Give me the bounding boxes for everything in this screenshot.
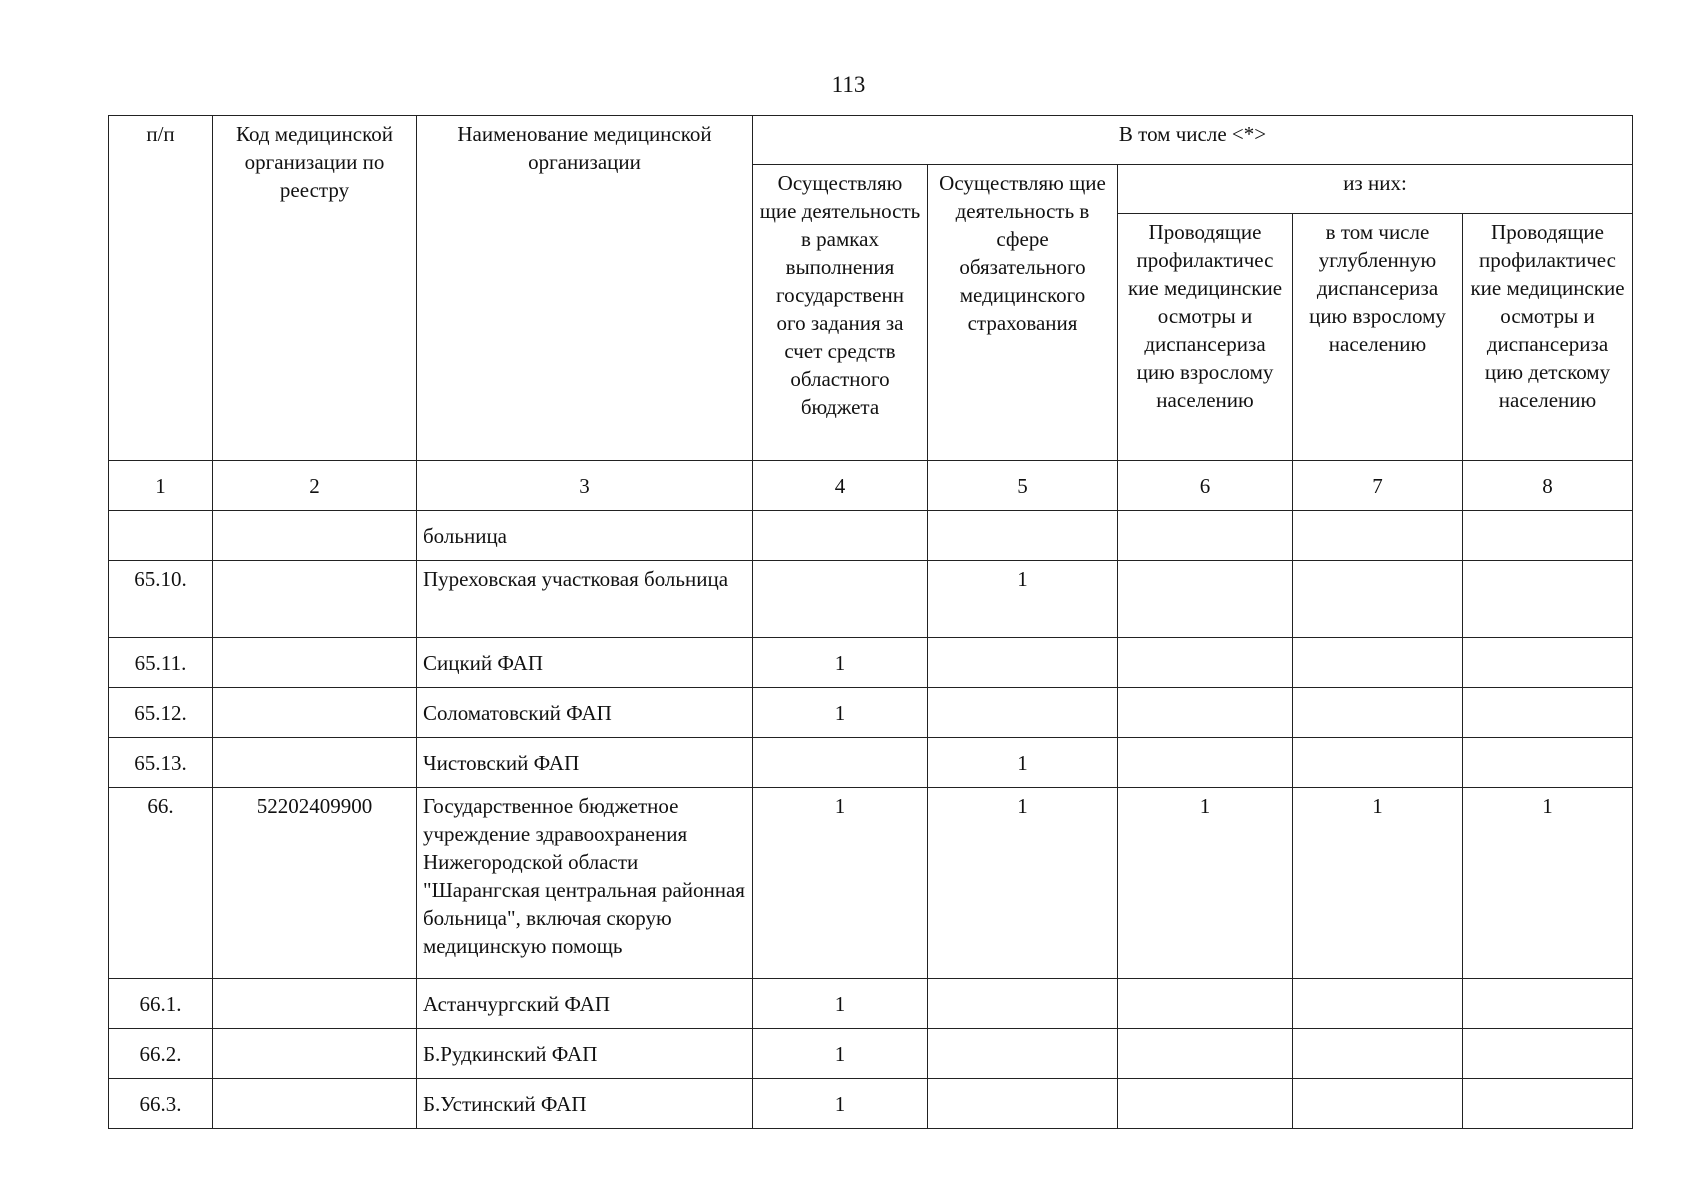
row-name: Б.Рудкинский ФАП (417, 1029, 753, 1079)
table-row (109, 738, 1633, 788)
header-col-4: Осуществляю щие деятельность в рамках выполнения государственн ого задания за счет средств областного бюджета (753, 165, 928, 461)
row-name: Астанчургский ФАП (417, 979, 753, 1029)
row-code (213, 738, 417, 788)
row-c8 (1463, 738, 1633, 788)
row-c5: 1 (928, 561, 1118, 638)
table-row (109, 511, 1633, 561)
row-c8 (1463, 511, 1633, 561)
row-name: Б.Устинский ФАП (417, 1079, 753, 1129)
row-c7 (1293, 511, 1463, 561)
row-c6 (1118, 738, 1293, 788)
row-c4 (753, 511, 928, 561)
row-c8 (1463, 1079, 1633, 1129)
row-c7 (1293, 688, 1463, 738)
row-code (213, 1079, 417, 1129)
row-c4: 1 (753, 638, 928, 688)
row-c6 (1118, 979, 1293, 1029)
row-c6 (1118, 638, 1293, 688)
row-c6 (1118, 688, 1293, 738)
row-c4: 1 (753, 788, 928, 979)
row-number: 66.2. (109, 1029, 213, 1079)
column-number: 7 (1293, 461, 1463, 511)
row-c7 (1293, 638, 1463, 688)
row-c7 (1293, 1079, 1463, 1129)
column-number: 6 (1118, 461, 1293, 511)
row-c5 (928, 638, 1118, 688)
column-number: 1 (109, 461, 213, 511)
row-code (213, 1029, 417, 1079)
table-row (109, 788, 1633, 979)
row-name: Пуреховская участковая больница (417, 561, 753, 638)
header-row-1 (109, 116, 1633, 165)
row-number: 65.13. (109, 738, 213, 788)
table-row (109, 979, 1633, 1029)
row-c4: 1 (753, 688, 928, 738)
row-c7 (1293, 1029, 1463, 1079)
header-col-8: Проводящие профилактичес кие медицинские осмотры и диспансериза цию детскому населению (1463, 214, 1633, 461)
row-c5 (928, 688, 1118, 738)
row-c5: 1 (928, 788, 1118, 979)
row-number: 66.1. (109, 979, 213, 1029)
row-c4: 1 (753, 1079, 928, 1129)
row-c6 (1118, 1029, 1293, 1079)
row-c7 (1293, 561, 1463, 638)
row-code: 52202409900 (213, 788, 417, 979)
header-group-including: В том числе <*> (753, 116, 1633, 165)
row-c8 (1463, 561, 1633, 638)
row-c8 (1463, 638, 1633, 688)
row-c4 (753, 738, 928, 788)
row-c8 (1463, 688, 1633, 738)
column-number: 2 (213, 461, 417, 511)
row-code (213, 688, 417, 738)
row-c5: 1 (928, 738, 1118, 788)
header-col-5: Осуществляю щие деятельность в сфере обязательного медицинского страхования (928, 165, 1118, 461)
row-c6 (1118, 1079, 1293, 1129)
header-col-2: Код медицинской организации по реестру (213, 116, 417, 461)
header-subgroup-of-them: из них: (1118, 165, 1633, 214)
row-name: Чистовский ФАП (417, 738, 753, 788)
row-c8 (1463, 979, 1633, 1029)
row-c5 (928, 979, 1118, 1029)
row-c6 (1118, 561, 1293, 638)
row-code (213, 638, 417, 688)
table-row (109, 1029, 1633, 1079)
row-number: 66.3. (109, 1079, 213, 1129)
row-c7: 1 (1293, 788, 1463, 979)
row-code (213, 561, 417, 638)
page-number: 113 (831, 72, 866, 97)
header-col-7: в том числе углубленную диспансериза цию взрослому населению (1293, 214, 1463, 461)
row-name: Соломатовский ФАП (417, 688, 753, 738)
row-c8: 1 (1463, 788, 1633, 979)
row-c4: 1 (753, 1029, 928, 1079)
row-number: 65.10. (109, 561, 213, 638)
column-numbers-row (109, 461, 1633, 511)
table-row (109, 688, 1633, 738)
row-name: Сицкий ФАП (417, 638, 753, 688)
row-name: Государственное бюджетное учреждение здравоохранения Нижегородской области "Шарангская центральная районная больница", включая скорую медицинскую помощь (417, 788, 753, 979)
header-col-6: Проводящие профилактичес кие медицинские осмотры и диспансериза цию взрослому населению (1118, 214, 1293, 461)
table-row (109, 1079, 1633, 1129)
column-number: 5 (928, 461, 1118, 511)
table-row (109, 638, 1633, 688)
row-c4 (753, 561, 928, 638)
row-c7 (1293, 738, 1463, 788)
row-number: 65.12. (109, 688, 213, 738)
row-c5 (928, 511, 1118, 561)
column-number: 4 (753, 461, 928, 511)
row-name: больница (417, 511, 753, 561)
row-c8 (1463, 1029, 1633, 1079)
row-number: 65.11. (109, 638, 213, 688)
table-row (109, 561, 1633, 638)
column-number: 3 (417, 461, 753, 511)
column-number: 8 (1463, 461, 1633, 511)
row-c6 (1118, 511, 1293, 561)
row-c5 (928, 1079, 1118, 1129)
row-c7 (1293, 979, 1463, 1029)
row-c6: 1 (1118, 788, 1293, 979)
row-c4: 1 (753, 979, 928, 1029)
row-c5 (928, 1029, 1118, 1079)
row-number (109, 511, 213, 561)
medical-organizations-table (108, 115, 1633, 1129)
row-number: 66. (109, 788, 213, 979)
row-code (213, 511, 417, 561)
header-col-3: Наименование медицинской организации (417, 116, 753, 461)
header-col-1: п/п (109, 116, 213, 461)
row-code (213, 979, 417, 1029)
